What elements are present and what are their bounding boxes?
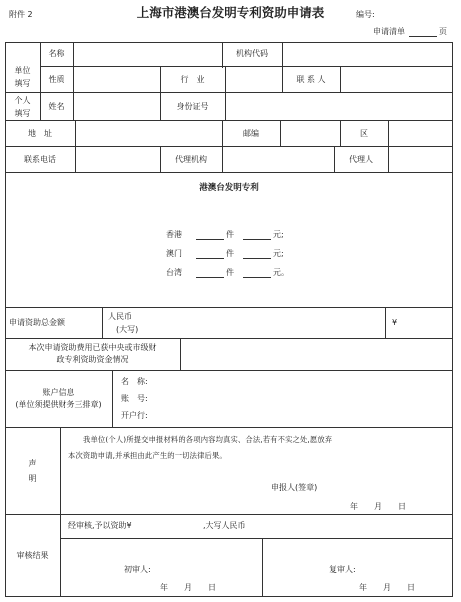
phone-field[interactable] [76, 147, 159, 171]
taiwan-amount-field[interactable] [243, 277, 271, 278]
unit-yuan: 元; [273, 230, 284, 239]
region-hk: 香港 [166, 230, 182, 239]
other-funding-label-1: 本次申请资助费用已获中央或市级财 [28, 343, 157, 352]
agency-field[interactable] [223, 147, 333, 171]
account-info-label: 账户信息 [42, 388, 75, 397]
id-number-label: 身份证号 [176, 102, 209, 111]
district-label: 区 [360, 129, 368, 138]
account-number-field[interactable] [155, 390, 452, 406]
review-text-2: ,大写人民币 [203, 521, 246, 530]
form-title: 上海市港澳台发明专利资助申请表 [136, 5, 325, 20]
org-code-label: 机构代码 [236, 49, 268, 58]
yen-sign: ¥ [392, 318, 398, 327]
region-macau: 澳门 [166, 249, 182, 258]
declaration-text-1: 我单位(个人)所提交申报材料的各项内容均真实、合法,若有不实之处,愿放弃 [83, 435, 333, 444]
unit-piece: 件 [226, 249, 234, 258]
other-funding-label-2: 政专利资助资金情况 [56, 355, 129, 364]
nature-label: 性质 [48, 75, 65, 84]
applicant-signature-label: 申报人(签章) [271, 483, 318, 492]
capital-label: (大写) [116, 325, 139, 334]
page-unit: 页 [439, 27, 447, 36]
nature-field[interactable] [74, 67, 159, 91]
district-field[interactable] [389, 121, 452, 145]
address-label: 地 址 [28, 129, 52, 138]
divider [385, 307, 386, 338]
account-note-label: (单位须提供财务三排章) [15, 400, 102, 409]
review-amount-field[interactable] [152, 517, 200, 535]
macau-count-field[interactable] [196, 258, 224, 259]
rmb-label: 人民币 [108, 312, 132, 321]
divider [5, 427, 453, 428]
contact-field[interactable] [341, 67, 452, 91]
review-capital-field[interactable] [262, 517, 450, 535]
bank-label: 开户行: [121, 411, 148, 420]
industry-field[interactable] [226, 67, 281, 91]
address-field[interactable] [76, 121, 221, 145]
divider [102, 307, 103, 338]
person-name-label: 姓名 [48, 102, 65, 111]
second-reviewer-label: 复审人: [329, 565, 356, 574]
name-label: 名称 [48, 49, 65, 58]
agent-label: 代理人 [349, 155, 373, 164]
first-reviewer-label: 初审人: [124, 565, 151, 574]
account-number-label: 账 号: [121, 394, 148, 403]
declaration-label-2: 明 [28, 474, 37, 483]
review-result-label: 审核结果 [16, 551, 49, 560]
amount-capital-field[interactable] [150, 308, 384, 337]
declaration-date: 年 月 日 [350, 502, 406, 511]
first-review-date: 年 月 日 [160, 583, 216, 592]
person-name-field[interactable] [74, 93, 159, 119]
divider [5, 120, 453, 121]
divider [60, 427, 61, 597]
unit-yuan: 元; [273, 249, 284, 258]
amount-number-field[interactable] [402, 308, 452, 337]
divider [60, 538, 453, 539]
bank-field[interactable] [155, 407, 452, 425]
id-number-field[interactable] [226, 93, 452, 119]
agency-label: 代理机构 [175, 155, 207, 164]
review-text-1: 经审核,予以资助¥ [68, 521, 132, 530]
page-count-line[interactable] [409, 36, 437, 37]
unit-name-field[interactable] [74, 43, 221, 65]
agent-field[interactable] [389, 147, 452, 171]
account-name-label: 名 称: [121, 377, 148, 386]
divider [262, 538, 263, 597]
macau-amount-field[interactable] [243, 258, 271, 259]
other-funding-field[interactable] [181, 339, 452, 369]
org-code-field[interactable] [283, 43, 452, 65]
amount-label: 申请资助总金额 [9, 318, 65, 327]
phone-label: 联系电话 [24, 155, 56, 164]
number-label: 编号: [356, 10, 375, 19]
account-name-field[interactable] [155, 373, 452, 389]
divider [5, 514, 453, 515]
industry-label: 行 业 [180, 75, 205, 84]
contact-label: 联 系 人 [296, 75, 326, 84]
divider [5, 172, 453, 173]
hk-amount-field[interactable] [243, 239, 271, 240]
patents-section-title: 港澳台发明专利 [199, 183, 259, 193]
second-review-date: 年 月 日 [359, 583, 415, 592]
declaration-label-1: 声 [28, 459, 37, 468]
hk-count-field[interactable] [196, 239, 224, 240]
unit-piece: 件 [226, 268, 234, 277]
divider [5, 370, 453, 371]
unit-fill-label: 单位 填写 [14, 66, 31, 88]
list-label: 申请清单 [373, 27, 405, 36]
attachment-label: 附件 2 [9, 10, 33, 19]
person-fill-label: 个人 填写 [14, 96, 31, 118]
postcode-label: 邮编 [243, 129, 259, 138]
postcode-field[interactable] [281, 121, 339, 145]
divider [112, 370, 113, 427]
unit-piece: 件 [226, 230, 234, 239]
unit-yuan: 元。 [273, 268, 289, 277]
region-taiwan: 台湾 [166, 268, 182, 277]
declaration-text-2: 本次资助申请,并承担由此产生的一切法律后果。 [68, 451, 227, 460]
taiwan-count-field[interactable] [196, 277, 224, 278]
